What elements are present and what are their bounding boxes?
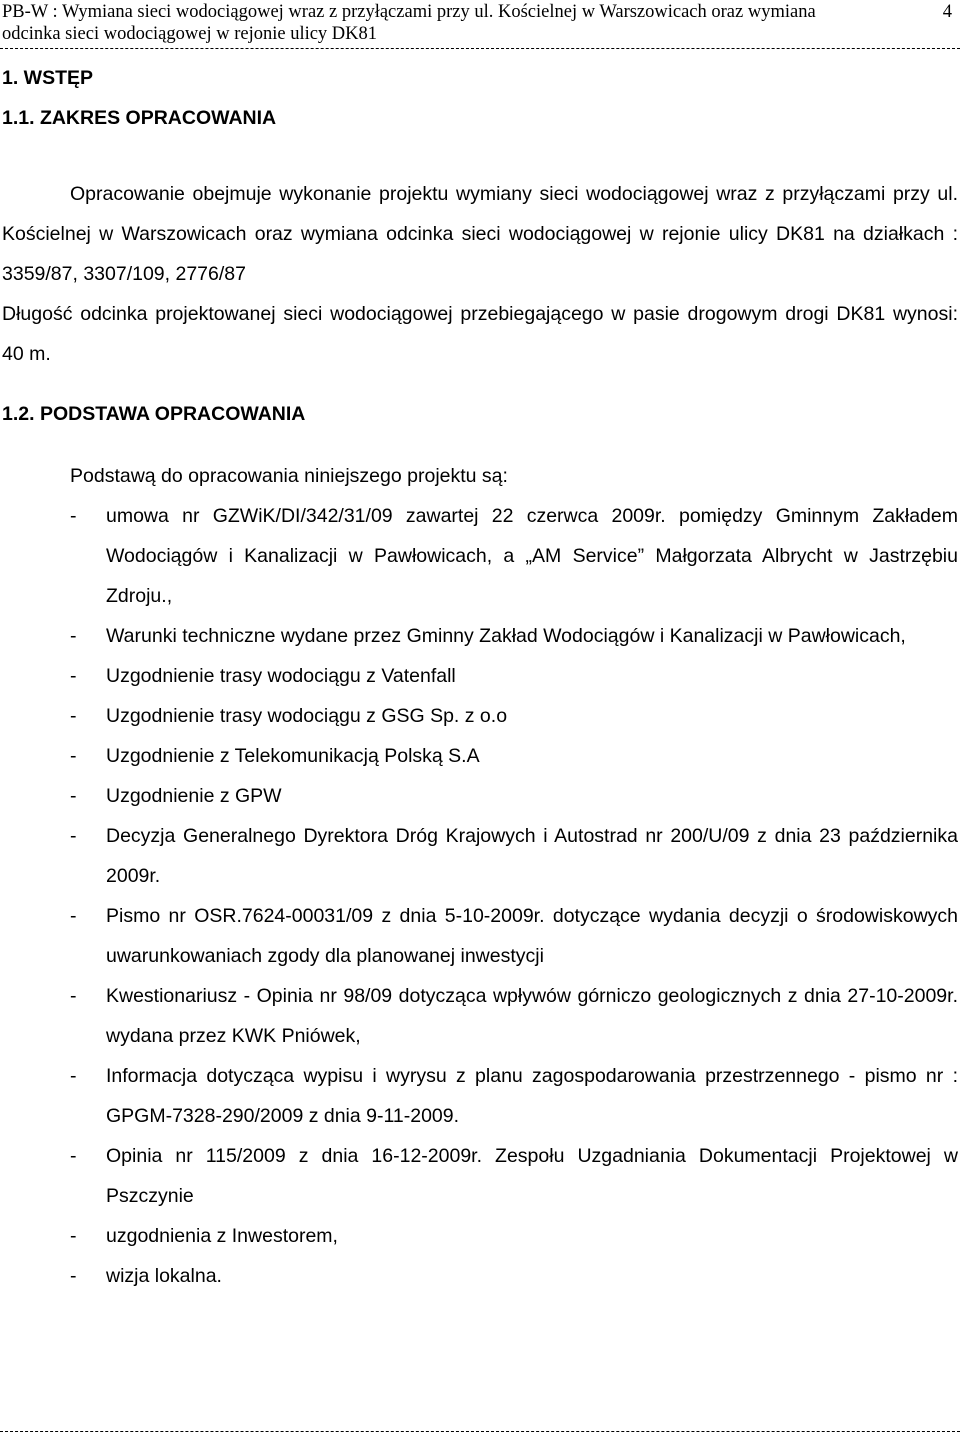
section-heading-wstep: 1. WSTĘP — [2, 67, 94, 89]
basis-list — [2, 496, 958, 1296]
list-dash: - — [70, 745, 77, 767]
scope-paragraph: Opracowanie obejmuje wykonanie projektu wymiany sieci wodociągowej wraz z przyłączami przy ul. Kościelnej w Warszowicach oraz wymiana odcinka sieci wodociągowej w rejonie ulicy DK81 na działkach : 3359/87, 3307/109, 2776/87 — [2, 183, 958, 285]
list-item — [2, 776, 958, 816]
length-paragraph: Długość odcinka projektowanej sieci wodociągowej przebiegającego w pasie drogowym drogi DK81 wynosi: 40 m. — [2, 303, 958, 365]
document-body — [2, 62, 958, 1296]
list-dash: - — [70, 625, 77, 647]
page-header — [0, 0, 960, 48]
footer-separator — [0, 1431, 960, 1432]
list-item — [2, 896, 958, 976]
list-item — [2, 816, 958, 896]
list-item-text: uzgodnienia z Inwestorem, — [106, 1225, 338, 1247]
list-item — [2, 696, 958, 736]
list-item-text: Informacja dotycząca wypisu i wyrysu z planu zagospodarowania przestrzennego - pismo nr : GPGM-7328-290/2009 z dnia 9-11-2009. — [106, 1065, 958, 1127]
list-item — [2, 1256, 958, 1296]
subsection-heading-zakres: 1.1. ZAKRES OPRACOWANIA — [2, 107, 277, 129]
list-item-text: Kwestionariusz - Opinia nr 98/09 dotycząca wpływów górniczo geologicznych z dnia 27-10-2009r. wydana przez KWK Pniówek, — [106, 985, 958, 1047]
header-title: PB-W : Wymiana sieci wodociągowej wraz z przyłączami przy ul. Kościelnej w Warszowicach oraz wymiana odcinka sieci wodociągowej w rejonie ulicy DK81 — [2, 2, 816, 44]
list-dash: - — [70, 705, 77, 727]
list-item-text: Uzgodnienie trasy wodociągu z GSG Sp. z o.o — [106, 705, 508, 727]
basis-intro: Podstawą do opracowania niniejszego projektu są: — [70, 465, 508, 487]
list-item-text: Uzgodnienie trasy wodociągu z Vatenfall — [106, 665, 456, 687]
list-dash: - — [70, 785, 77, 807]
list-item-text: Decyzja Generalnego Dyrektora Dróg Krajowych i Autostrad nr 200/U/09 z dnia 23 października 2009r. — [106, 825, 958, 887]
list-dash: - — [70, 505, 77, 527]
list-item-text: Pismo nr OSR.7624-00031/09 z dnia 5-10-2009r. dotyczące wydania decyzji o środowiskowych uwarunkowaniach zgody dla planowanej inwestycji — [106, 905, 958, 967]
list-item — [2, 496, 958, 616]
list-item-text: Opinia nr 115/2009 z dnia 16-12-2009r. Zespołu Uzgadniania Dokumentacji Projektowej w Pszczynie — [106, 1145, 958, 1207]
list-item — [2, 976, 958, 1056]
subsection-heading-podstawa: 1.2. PODSTAWA OPRACOWANIA — [2, 403, 306, 425]
header-separator — [0, 48, 960, 49]
list-item-text: Uzgodnienie z Telekomunikacją Polską S.A — [106, 745, 480, 767]
list-item — [2, 656, 958, 696]
list-dash: - — [70, 665, 77, 687]
list-item-text: umowa nr GZWiK/DI/342/31/09 zawartej 22 czerwca 2009r. pomiędzy Gminnym Zakładem Wodociągów i Kanalizacji w Pawłowicach, a „AM Service” Małgorzata Albrycht w Jastrzębiu Zdroju., — [106, 505, 958, 607]
list-item — [2, 1136, 958, 1216]
list-item — [2, 616, 958, 656]
list-item-text: Warunki techniczne wydane przez Gminny Zakład Wodociągów i Kanalizacji w Pawłowicach, — [106, 625, 906, 647]
list-dash: - — [70, 1225, 77, 1247]
list-item — [2, 736, 958, 776]
page-number: 4 — [942, 2, 952, 22]
list-item — [2, 1216, 958, 1256]
list-dash: - — [70, 1145, 77, 1167]
list-dash: - — [70, 1065, 77, 1087]
list-item-text: wizja lokalna. — [106, 1265, 222, 1287]
list-dash: - — [70, 825, 77, 847]
list-dash: - — [70, 1265, 77, 1287]
list-dash: - — [70, 905, 77, 927]
list-dash: - — [70, 985, 77, 1007]
list-item — [2, 1056, 958, 1136]
list-item-text: Uzgodnienie z GPW — [106, 785, 282, 807]
